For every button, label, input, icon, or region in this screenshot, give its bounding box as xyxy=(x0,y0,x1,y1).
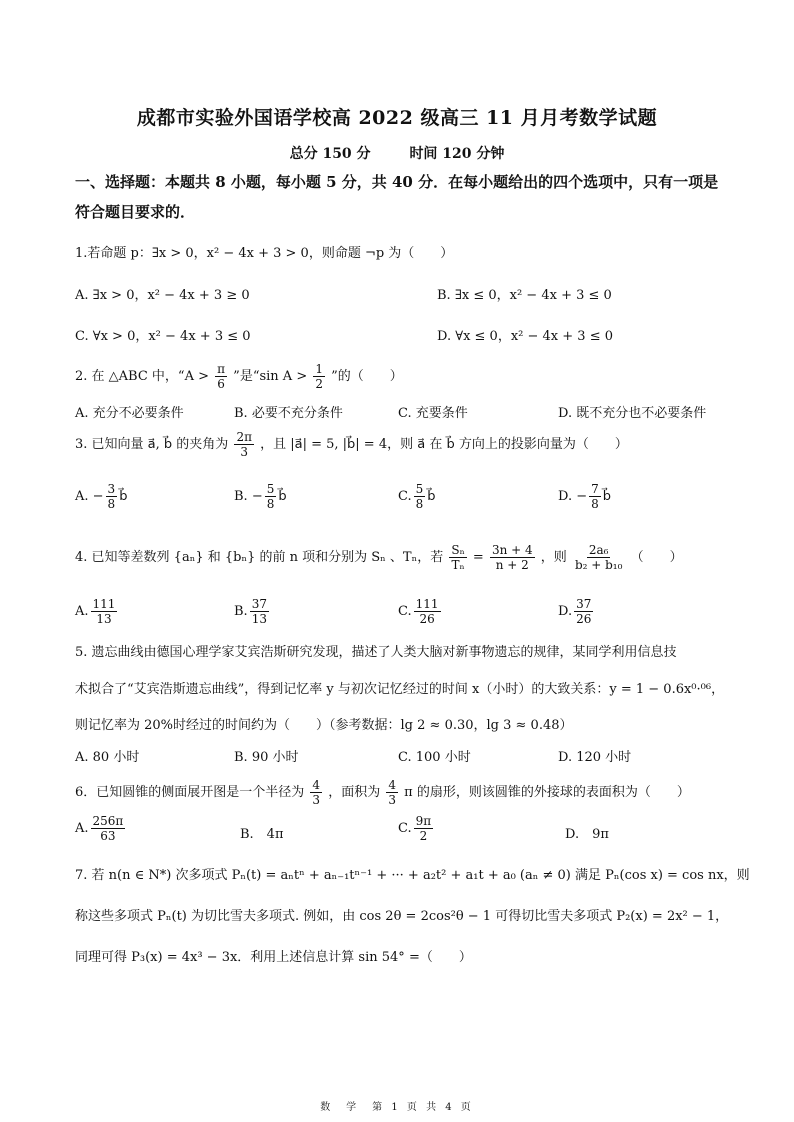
question-1-option-d: D. ∀x ≤ 0，x² − 4x + 3 ≤ 0 xyxy=(437,329,613,344)
question-1-option-b: B. ∃x ≤ 0，x² − 4x + 3 ≤ 0 xyxy=(437,288,612,303)
page-footer: 数 学 第 1 页 共 4 页 xyxy=(320,1102,474,1113)
time-limit: 时间 120 分钟 xyxy=(409,146,505,162)
section-heading: 一、选择题：本题共 8 小题，每小题 5 分，共 40 分．在每小题给出的四个选项中，只有一项是符合题目要求的． xyxy=(75,173,719,221)
fraction-sn-over-tn: $\frac{\text{Sₙ}}{\text{Tₙ}}$ xyxy=(451,543,465,572)
question-7-line-1: 7. 若 n(n ∈ N*) 次多项式 Pₙ(t) = aₙtⁿ + aₙ₋₁tⁿ⁻¹ + ··· + a₂t² + a₁t + a₀ (aₙ ≠ 0) 满足 Pₙ(cos x) = cos nx，则 xyxy=(75,868,750,883)
question-5-option-b: B. 90 小时 xyxy=(234,750,299,765)
question-3-option-b: B. − $\frac{5}{8}$ b⃗ xyxy=(234,482,287,511)
question-5-line-3: 则记忆率为 20%时经过的时间约为（ ）（参考数据：lg 2 ≈ 0.30，lg 3 ≈ 0.48） xyxy=(75,718,573,733)
question-3-option-c: C. $\frac{5}{8}$ b⃗ xyxy=(398,482,436,511)
question-3-stem: 3. 已知向量 a⃗, b⃗ 的夹角为 $\frac{2\pi}{3}$ ，且 |a⃗| = 5, |b⃗| = 4，则 a⃗ 在 b⃗ 方向上的投影向量为（ ） xyxy=(75,430,628,459)
fraction-area: $\frac{4}{3}$ xyxy=(388,778,396,807)
fraction-one-half: $\frac{1}{2}$ xyxy=(315,362,323,391)
fraction-pi-over-6: $\frac{\pi}{6}$ xyxy=(217,362,226,391)
question-6-option-a: A. $\frac{256\pi}{63}$ xyxy=(75,814,124,843)
question-2-option-c: C. 充要条件 xyxy=(398,406,468,421)
question-6-stem: 6．已知圆锥的侧面展开图是一个半径为 $\frac{4}{3}$ ，面积为 $\frac{4}{3}$ π 的扇形，则该圆锥的外接球的表面积为（ ） xyxy=(75,778,690,807)
question-2-stem: 2. 在 △ABC 中，“A > $\frac{\pi}{6}$ ”是“sin A > $\frac{1}{2}$ ”的（ ） xyxy=(75,362,403,391)
question-3-option-d: D. − $\frac{7}{8}$ b⃗ xyxy=(558,482,612,511)
question-4-stem: 4. 已知等差数列 {aₙ} 和 {bₙ} 的前 n 项和分别为 Sₙ 、Tₙ，若 $\frac{\text{Sₙ}}{\text{Tₙ}}$ = $\frac{3n + 4}{n + 2}$ ，则 $\frac{\text{2a₆}}{\text{b₂ + b₁₀}}$ （ ） xyxy=(75,543,683,572)
fraction-target-expression: $\frac{\text{2a₆}}{\text{b₂ + b₁₀}}$ xyxy=(574,543,623,572)
question-4-option-d: D. $\frac{37}{26}$ xyxy=(558,597,592,626)
fraction-radius: $\frac{4}{3}$ xyxy=(312,778,321,807)
question-1-stem: 1.若命题 p：∃x > 0，x² − 4x + 3 > 0，则命题 ¬p 为（ ） xyxy=(75,246,454,261)
question-5-option-c: C. 100 小时 xyxy=(398,750,471,765)
question-5-option-d: D. 120 小时 xyxy=(558,750,632,765)
fraction-two-pi-over-3: $\frac{2\pi}{3}$ xyxy=(236,430,252,459)
question-6-option-d: D. 9π xyxy=(565,827,609,842)
page-title: 成都市实验外国语学校高 2022 级高三 11 月月考数学试题 xyxy=(136,107,658,129)
exam-info xyxy=(0,143,794,163)
question-7-line-3: 同理可得 P₃(x) = 4x³ − 3x．利用上述信息计算 sin 54° =（ ） xyxy=(75,950,472,965)
question-4-option-c: C. $\frac{111}{26}$ xyxy=(398,597,439,626)
fraction-ratio-expression: $\frac{3n + 4}{n + 2}$ xyxy=(491,543,533,572)
question-3-option-a: A. − $\frac{3}{8}$ b⃗ xyxy=(75,482,128,511)
question-4-option-b: B. $\frac{37}{13}$ xyxy=(234,597,267,626)
question-6-option-b: B. 4π xyxy=(240,827,284,842)
question-2-option-b: B. 必要不充分条件 xyxy=(234,406,343,421)
question-7-line-2: 称这些多项式 Pₙ(t) 为切比雪夫多项式. 例如，由 cos 2θ = 2cos²θ − 1 可得切比雪夫多项式 P₂(x) = 2x² − 1， xyxy=(75,909,729,924)
question-5-option-a: A. 80 小时 xyxy=(75,750,140,765)
question-2-option-a: A. 充分不必要条件 xyxy=(75,406,184,421)
question-2-option-d: D. 既不充分也不必要条件 xyxy=(558,406,707,421)
question-5-line-1: 5. 遗忘曲线由德国心理学家艾宾浩斯研究发现，描述了人类大脑对新事物遗忘的规律，某同学利用信息技 xyxy=(75,645,677,660)
question-5-line-2: 术拟合了“艾宾浩斯遗忘曲线”，得到记忆率 y 与初次记忆经过的时间 x（小时）的大致关系：y = 1 − 0.6x⁰·⁰⁶， xyxy=(75,682,725,697)
question-1-option-c: C. ∀x > 0，x² − 4x + 3 ≤ 0 xyxy=(75,329,251,344)
question-6-option-c: C. $\frac{9\pi}{2}$ xyxy=(398,814,432,843)
question-1-option-a: A. ∃x > 0，x² − 4x + 3 ≥ 0 xyxy=(75,288,250,303)
question-4-option-a: A. $\frac{111}{13}$ xyxy=(75,597,116,626)
total-score: 总分 150 分 xyxy=(289,146,371,162)
